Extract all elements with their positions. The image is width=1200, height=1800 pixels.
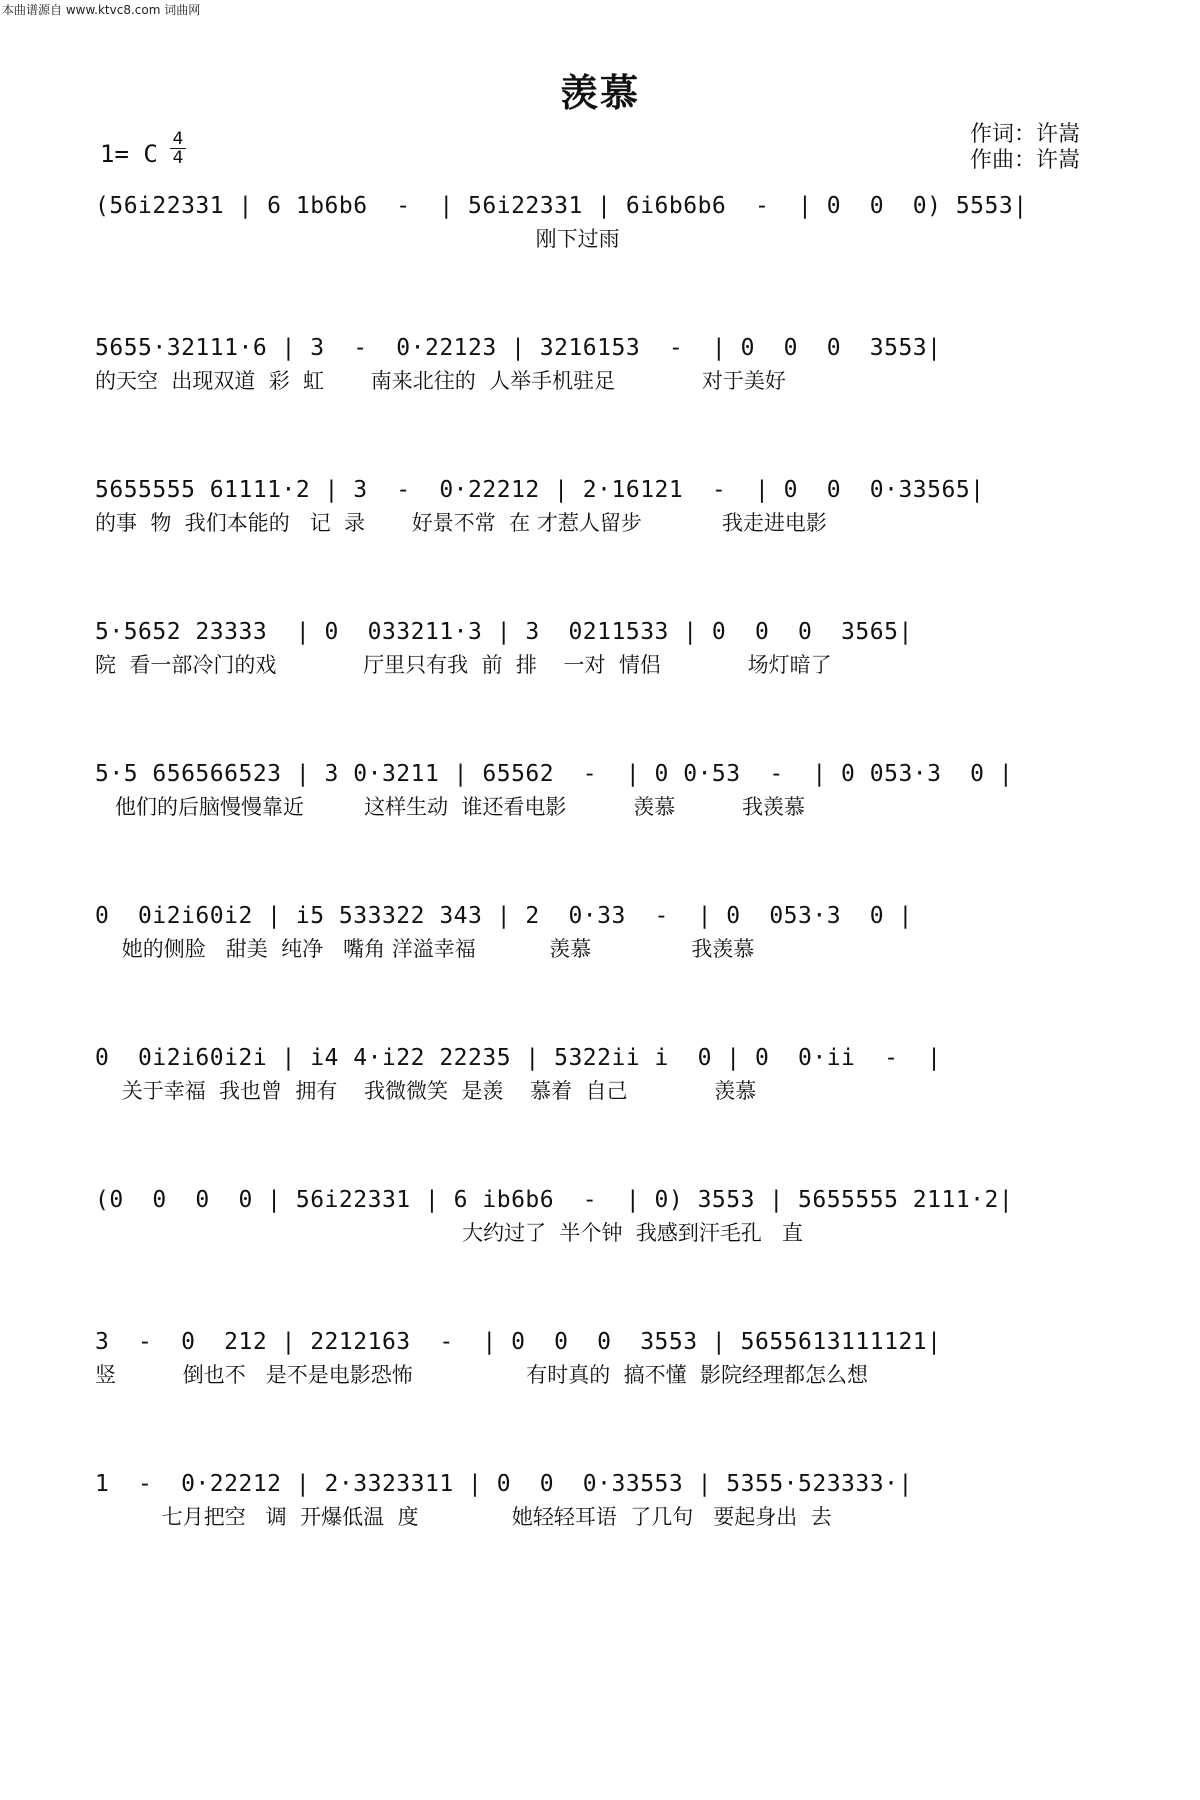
lyric-line: 关于幸福 我也曾 拥有 我微微笑 是羡 慕着 自己 羡慕: [95, 1079, 757, 1103]
notation-line: 0 0i2i60i2i | i4 4·i22 22235 | 5322ii i 0 | 0 0·ii - |: [95, 1045, 942, 1071]
source-watermark: 本曲谱源自 www.ktvc8.com 词曲网: [2, 3, 201, 17]
score-system: [95, 330, 1100, 396]
lyric-line: 七月把空 调 开爆低温 度 她轻轻耳语 了几句 要起身出 去: [95, 1505, 832, 1529]
score-system: [95, 188, 1100, 254]
notation-line: 5655·32111·6 | 3 - 0·22123 | 3216153 - | 0 0 0 3553|: [95, 335, 942, 361]
song-title: 羡慕: [559, 71, 640, 115]
score-system: [95, 614, 1100, 680]
time-signature-top: 4: [172, 129, 184, 149]
lyric-line: 的天空 出现双道 彩 虹 南来北往的 人举手机驻足 对于美好: [95, 369, 786, 393]
score-system: [95, 472, 1100, 538]
lyric-line: 的事 物 我们本能的 记 录 好景不常 在 才惹人留步 我走进电影: [95, 511, 827, 535]
lyric-line: 院 看一部冷门的戏 厅里只有我 前 排 一对 情侣 场灯暗了: [95, 653, 832, 677]
lyric-line: 刚下过雨: [95, 227, 620, 251]
lyric-line: 她的侧脸 甜美 纯净 嘴角 洋溢幸福 羡慕 我羡慕: [95, 937, 755, 961]
credits: [970, 122, 1080, 174]
time-signature-bottom: 4: [170, 148, 186, 167]
notation-line: 0 0i2i60i2 | i5 533322 343 | 2 0·33 - | 0 053·3 0 |: [95, 903, 913, 929]
lyric-line: 大约过了 半个钟 我感到汗毛孔 直: [95, 1221, 803, 1245]
notation-line: (0 0 0 0 | 56i22331 | 6 ib6b6 - | 0) 3553 | 5655555 2111·2|: [95, 1187, 1014, 1213]
score-system: [95, 1040, 1100, 1106]
key-signature: 1= C: [100, 140, 158, 168]
notation-line: 5655555 61111·2 | 3 - 0·22212 | 2·16121 - | 0 0 0·33565|: [95, 477, 985, 503]
notation-line: (56i22331 | 6 1b6b6 - | 56i22331 | 6i6b6b6 - | 0 0 0) 5553|: [95, 193, 1028, 219]
score-system: [95, 756, 1100, 822]
score-system: [95, 898, 1100, 964]
lyric-line: 竖 倒也不 是不是电影恐怖 有时真的 搞不懂 影院经理都怎么想: [95, 1363, 868, 1387]
notation-line: 5·5652 23333 | 0 033211·3 | 3 0211533 | 0 0 0 3565|: [95, 619, 913, 645]
composer-credit: 作曲：许嵩: [970, 148, 1081, 173]
time-signature: [170, 130, 186, 167]
lyric-line: 他们的后脑慢慢靠近 这样生动 谁还看电影 羡慕 我羡慕: [95, 795, 805, 819]
notation-line: 5·5 656566523 | 3 0·3211 | 65562 - | 0 0·53 - | 0 053·3 0 |: [95, 761, 1014, 787]
score-system: [95, 1324, 1100, 1390]
notation-line: 1 - 0·22212 | 2·3323311 | 0 0 0·33553 | 5355·523333·|: [95, 1471, 913, 1497]
score-system: [95, 1182, 1100, 1248]
notation-line: 3 - 0 212 | 2212163 - | 0 0 0 3553 | 5655613111121|: [95, 1329, 942, 1355]
score-system: [95, 1466, 1100, 1532]
lyricist-credit: 作词：许嵩: [970, 122, 1081, 147]
